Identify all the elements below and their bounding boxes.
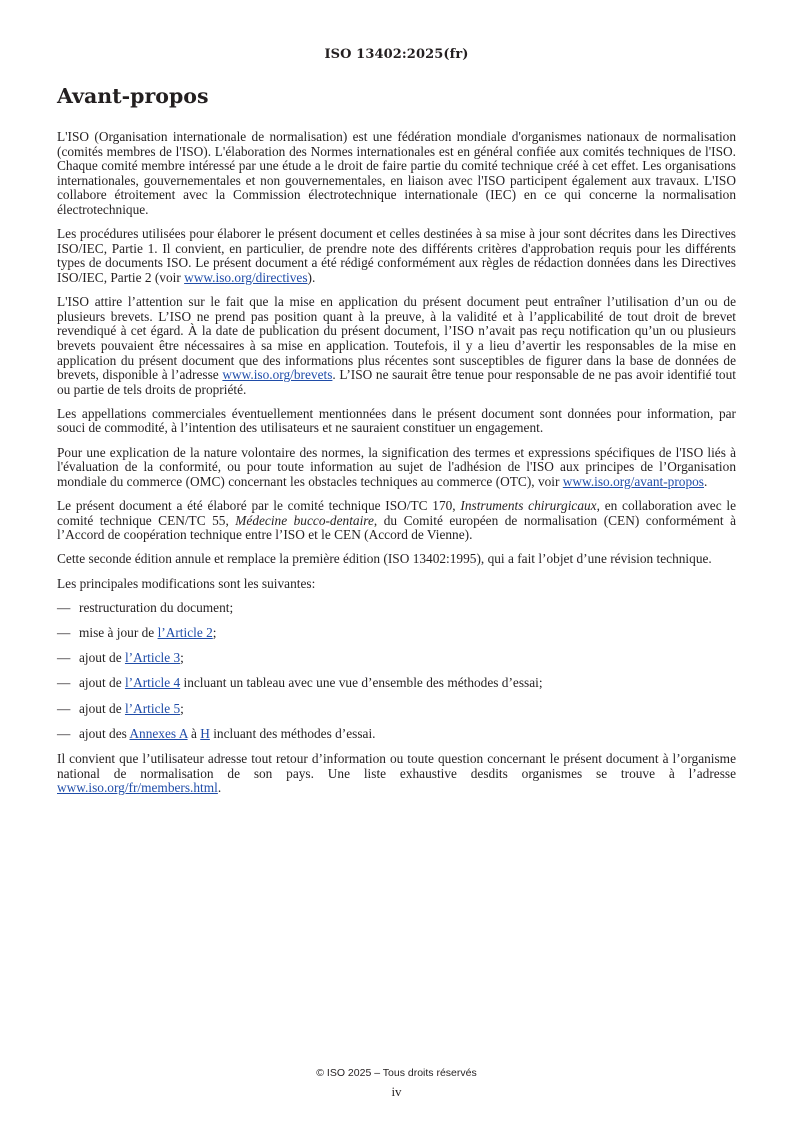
paragraph-voluntary-nature <box>57 446 736 490</box>
paragraph-edition: Cette seconde édition annule et remplace la première édition (ISO 13402:1995), qui a fait l’objet d’une révision technique. <box>57 551 712 567</box>
copyright-footer: © ISO 2025 – Tous droits réservés <box>316 1067 477 1079</box>
page-title: Avant-propos <box>57 84 209 108</box>
list-item-text <box>79 676 543 691</box>
list-dash: — <box>57 700 71 716</box>
paragraph-trade-names: Les appellations commerciales éventuellement mentionnées dans le présent document sont données pour information, par souci de commodité, à l’intention des utilisateurs et ne sauraient constituer un engagement. <box>57 405 736 436</box>
list-dash: — <box>57 675 71 691</box>
paragraph-procedures <box>57 227 736 285</box>
article-3-link[interactable]: l’Article 3 <box>124 650 181 666</box>
article-5-link[interactable]: l’Article 5 <box>124 700 181 716</box>
list-item-text <box>79 651 184 666</box>
page-number: iv <box>391 1084 402 1099</box>
list-item-text: restructuration du document; <box>79 599 234 615</box>
list-item-suffix: ; <box>180 650 184 666</box>
patents-link[interactable]: www.iso.org/brevets <box>222 367 333 383</box>
list-item-text <box>79 626 217 641</box>
paragraph-feedback <box>57 752 736 796</box>
paragraph-text: Pour une explication de la nature volontaire des normes, la signification des termes et expressions spécifiques de l'ISO liés à l'évaluation de la conformité, ou pour toute information au sujet de l'adhésion de l'ISO aux principes de l’Organisation mondiale du commerce (OMC) concernant les obstacles techniques au commerce (OTC), voir <box>57 444 736 489</box>
document-header: ISO 13402:2025(fr) <box>324 47 469 62</box>
paragraph-committee <box>57 499 736 543</box>
list-item <box>57 626 736 641</box>
foreword-body <box>57 130 736 805</box>
list-dash: — <box>57 650 71 666</box>
list-item-connector: à <box>187 725 201 741</box>
members-link[interactable]: www.iso.org/fr/members.html <box>57 780 218 796</box>
list-item <box>57 651 736 666</box>
committee-title-italic: Médecine bucco-dentaire <box>235 512 374 528</box>
list-item <box>57 727 736 742</box>
list-item <box>57 702 736 717</box>
paragraph-patents <box>57 295 736 397</box>
list-item-suffix: ; <box>212 624 217 640</box>
list-item-text <box>79 727 376 742</box>
paragraph-text: . <box>704 473 708 489</box>
annex-h-link[interactable]: H <box>200 725 210 741</box>
article-2-link[interactable]: l’Article 2 <box>157 624 213 640</box>
paragraph-text: Les procédures utilisées pour élaborer le présent document et celles destinées à sa mise à jour sont décrites dans les Directives ISO/IEC, Partie 1. Il convient, en particulier, de prendre note des différents critères d'approbation requis pour les différents types de documents ISO. Le présent document a été rédigé conformément aux règles de rédaction données dans les Directives ISO/IEC, Partie 2 (voir <box>57 226 736 285</box>
list-item-suffix: ; <box>180 700 184 716</box>
list-item-prefix: ajout de <box>79 650 125 666</box>
committee-title-italic: Instruments chirurgicaux <box>460 498 597 514</box>
foreword-link[interactable]: www.iso.org/avant-propos <box>562 473 704 489</box>
article-4-link[interactable]: l’Article 4 <box>124 675 181 691</box>
paragraph-text: L'ISO attire l’attention sur le fait que la mise en application du présent document peut entraîner l’utilisation d’un ou de plusieurs brevets. L’ISO ne prend pas position quant à la preuve, à la validité et à l’applicabilité de tout droit de brevet revendiqué à cet égard. À la date de publication du présent document, l’ISO n’avait pas reçu notification qu’un ou plusieurs brevets pouvaient être nécessaires à sa mise en application. Toutefois, il y a lieu d’avertir les responsables de la mise en application du présent document que des informations plus récentes sont susceptibles de figurer dans la base de données de brevets, disponible à l’adresse <box>57 294 736 383</box>
list-item-suffix: incluant un tableau avec une vue d’ensemble des méthodes d’essai; <box>180 675 543 691</box>
paragraph-text: , en collaboration avec le comité technique CEN/TC 55, <box>57 498 737 528</box>
list-item-suffix: incluant des méthodes d’essai. <box>209 725 376 741</box>
annex-a-link[interactable]: Annexes A <box>129 725 188 741</box>
list-item-text <box>79 702 184 717</box>
paragraph-iso-intro: L'ISO (Organisation internationale de normalisation) est une fédération mondiale d'organismes nationaux de normalisation (comités membres de l'ISO). L'élaboration des Normes internationales est en général confiée aux comités techniques de l'ISO. Chaque comité membre intéressé par une étude a le droit de faire partie du comité technique créé à cet effet. Les organisations internationales, gouvernementales et non gouvernementales, en liaison avec l'ISO participent également aux travaux. L'ISO collabore étroitement avec la Commission électrotechnique internationale (IEC) en ce qui concerne la normalisation électrotechnique. <box>57 129 736 217</box>
list-item-prefix: ajout des <box>79 725 130 741</box>
paragraph-changes-intro: Les principales modifications sont les suivantes: <box>57 575 316 591</box>
paragraph-text: Il convient que l’utilisateur adresse tout retour d’information ou toute question concernant le présent document à l’organisme national de normalisation de son pays. Une liste exhaustive desdits organismes se trouve à l’adresse <box>57 750 736 781</box>
paragraph-text: ). <box>307 269 316 285</box>
list-item-prefix: ajout de <box>79 700 125 716</box>
list-item-prefix: mise à jour de <box>79 624 158 640</box>
list-item <box>57 601 736 616</box>
directives-link[interactable]: www.iso.org/directives <box>184 269 308 285</box>
paragraph-text: . <box>217 780 222 796</box>
list-item-prefix: ajout de <box>79 675 125 691</box>
paragraph-text: Le présent document a été élaboré par le comité technique ISO/TC 170, <box>57 498 461 514</box>
list-dash: — <box>57 725 71 741</box>
list-item <box>57 676 736 691</box>
paragraph-text: , du Comité européen de normalisation (CEN) conformément à l’Accord de coopération technique entre l’ISO et le CEN (Accord de Vienne). <box>57 512 736 543</box>
list-dash: — <box>57 624 71 640</box>
list-dash: — <box>57 599 71 615</box>
paragraph-text: . L’ISO ne saurait être tenue pour responsable de ne pas avoir identifié tout ou partie de tels droits de propriété. <box>57 367 736 397</box>
